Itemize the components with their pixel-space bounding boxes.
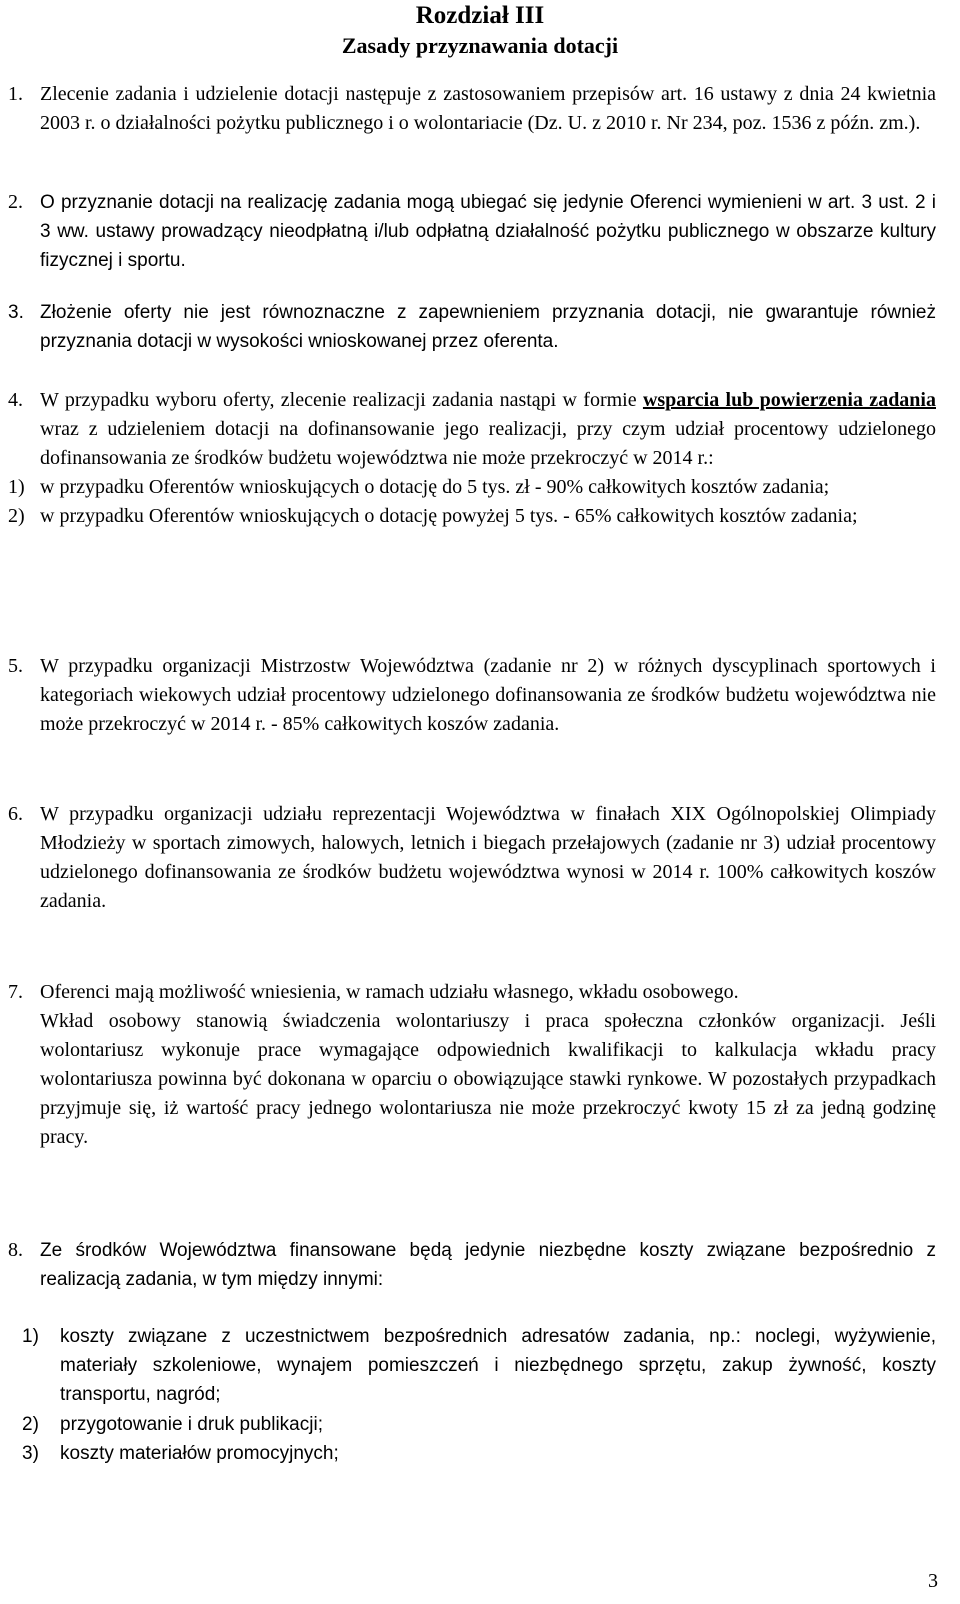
item-number: 1) [8,476,25,498]
section-number: 6. [8,803,23,825]
section-number: 1. [8,83,23,105]
item-text: w przypadku Oferentów wnioskujących o dotację do 5 tys. zł - 90% całkowitych kosztów zadania; [40,476,830,498]
section-text [40,386,936,473]
section-text: Oferenci mają możliwość wniesienia, w ramach udziału własnego, wkładu osobowego. [40,981,739,1003]
section-text: Złożenie oferty nie jest równoznaczne z zapewnieniem przyznania dotacji, nie gwarantuje również przyznania dotacji w wysokości wnioskowanej przez oferenta. [40,302,936,352]
item-number: 1) [22,1326,39,1347]
section-text: W przypadku organizacji Mistrzostw Województwa (zadanie nr 2) w różnych dyscyplinach sportowych i kategoriach wiekowych udział procentowy udzielonego dofinansowania ze środków budżetu województwa nie może przekroczyć w 2014 r. - 85% całkowitych koszów zadania. [40,655,936,735]
section-number: 2. [8,191,23,213]
item-text: koszty materiałów promocyjnych; [60,1443,339,1464]
cost-item [22,1410,936,1439]
section-6 [8,800,936,916]
cost-item [22,1322,936,1409]
section-5 [8,652,936,739]
section-text-continued: Wkład osobowy stanowią świadczenia wolontariuszy i praca społeczna członków organizacji. Jeśli wolontariusz wykonuje prace wymagające odpowiednich kwalifikacji to kalkulacja wkładu pracy wolontariusza powinna być dokonana w oparciu o obowiązujące stawki rynkowe. W pozostałych przypadkach przyjmuje się, iż wartość pracy jednego wolontariusza nie może przekroczyć kwoty 15 zł za jedną godzinę pracy. [40,1010,936,1148]
section-text-part: ustawy prowadzący nieodpłatną i/lub odpłatną działalność pożytku publicznego w obszarze kultury fizycznej i sportu. [40,221,936,271]
item-text: przygotowanie i druk publikacji; [60,1414,323,1435]
section-8 [8,1236,936,1294]
section-2 [8,188,936,275]
list-item [8,502,936,531]
item-number: 2) [8,505,25,527]
item-text: w przypadku Oferentów wnioskujących o dotację powyżej 5 tys. - 65% całkowitych kosztów zadania; [40,505,858,527]
page-number: 3 [928,1570,938,1592]
section-number: 5. [8,655,23,677]
chapter-subtitle: Zasady przyznawania dotacji [341,33,619,58]
list-item [8,473,936,502]
section-text-part: wraz z udzieleniem dotacji na dofinansowanie jego realizacji, przy czym udział procentowy udzielonego dofinansowania ze środków budżetu województwa nie może przekroczyć w 2014 r.: [40,418,936,469]
section-7 [8,978,936,1152]
section-1 [8,80,936,138]
section-text [40,188,936,275]
section-text: Ze środków Województwa finansowane będą jedynie niezbędne koszty związane bezpośrednio z realizacją zadania, w tym między innymi: [40,1240,936,1290]
section-4 [8,386,936,531]
section-number: 4. [8,389,23,411]
section-text-part: O przyznanie dotacji na realizację zadania mogą ubiegać się jedynie Oferenci wymienieni w art. 3 ust. 2 i 3 ww. [40,192,936,242]
section-number: 7. [8,981,23,1003]
underlined-term: wsparcia lub powierzenia zadania [642,389,936,411]
item-number: 2) [22,1414,39,1435]
section-number: 8. [8,1239,23,1261]
chapter-title: Rozdział III [415,2,545,29]
section-text-part: W przypadku wyboru oferty, zlecenie realizacji zadania nastąpi w formie [40,389,643,411]
item-text: koszty związane z uczestnictwem bezpośrednich adresatów zadania, np.: noclegi, wyżywienie, materiały szkoleniowe, wynajem pomieszczeń i niezbędnego sprzętu, zakup żywność, koszty transportu, nagród; [60,1326,936,1405]
section-text: Zlecenie zadania i udzielenie dotacji następuje z zastosowaniem przepisów art. 16 ustawy z dnia 24 kwietnia 2003 r. o działalności pożytku publicznego i o wolontariacie (Dz. U. z 2010 r. Nr 234, poz. 1536 z późn. zm.). [40,83,936,134]
chapter-heading [0,0,960,60]
cost-item [22,1439,936,1468]
section-number: 3. [8,302,24,323]
section-text: W przypadku organizacji udziału reprezentacji Województwa w finałach XIX Ogólnopolskiej Olimpiady Młodzieży w sportach zimowych, halowych, letnich i biegach przełajowych (zadanie nr 3) udział procentowy udzielonego dofinansowania ze środków budżetu województwa wynosi w 2014 r. 100% całkowitych koszów zadania. [40,803,936,912]
section-3 [8,298,936,356]
sub-list [8,473,936,531]
item-number: 3) [22,1443,39,1464]
